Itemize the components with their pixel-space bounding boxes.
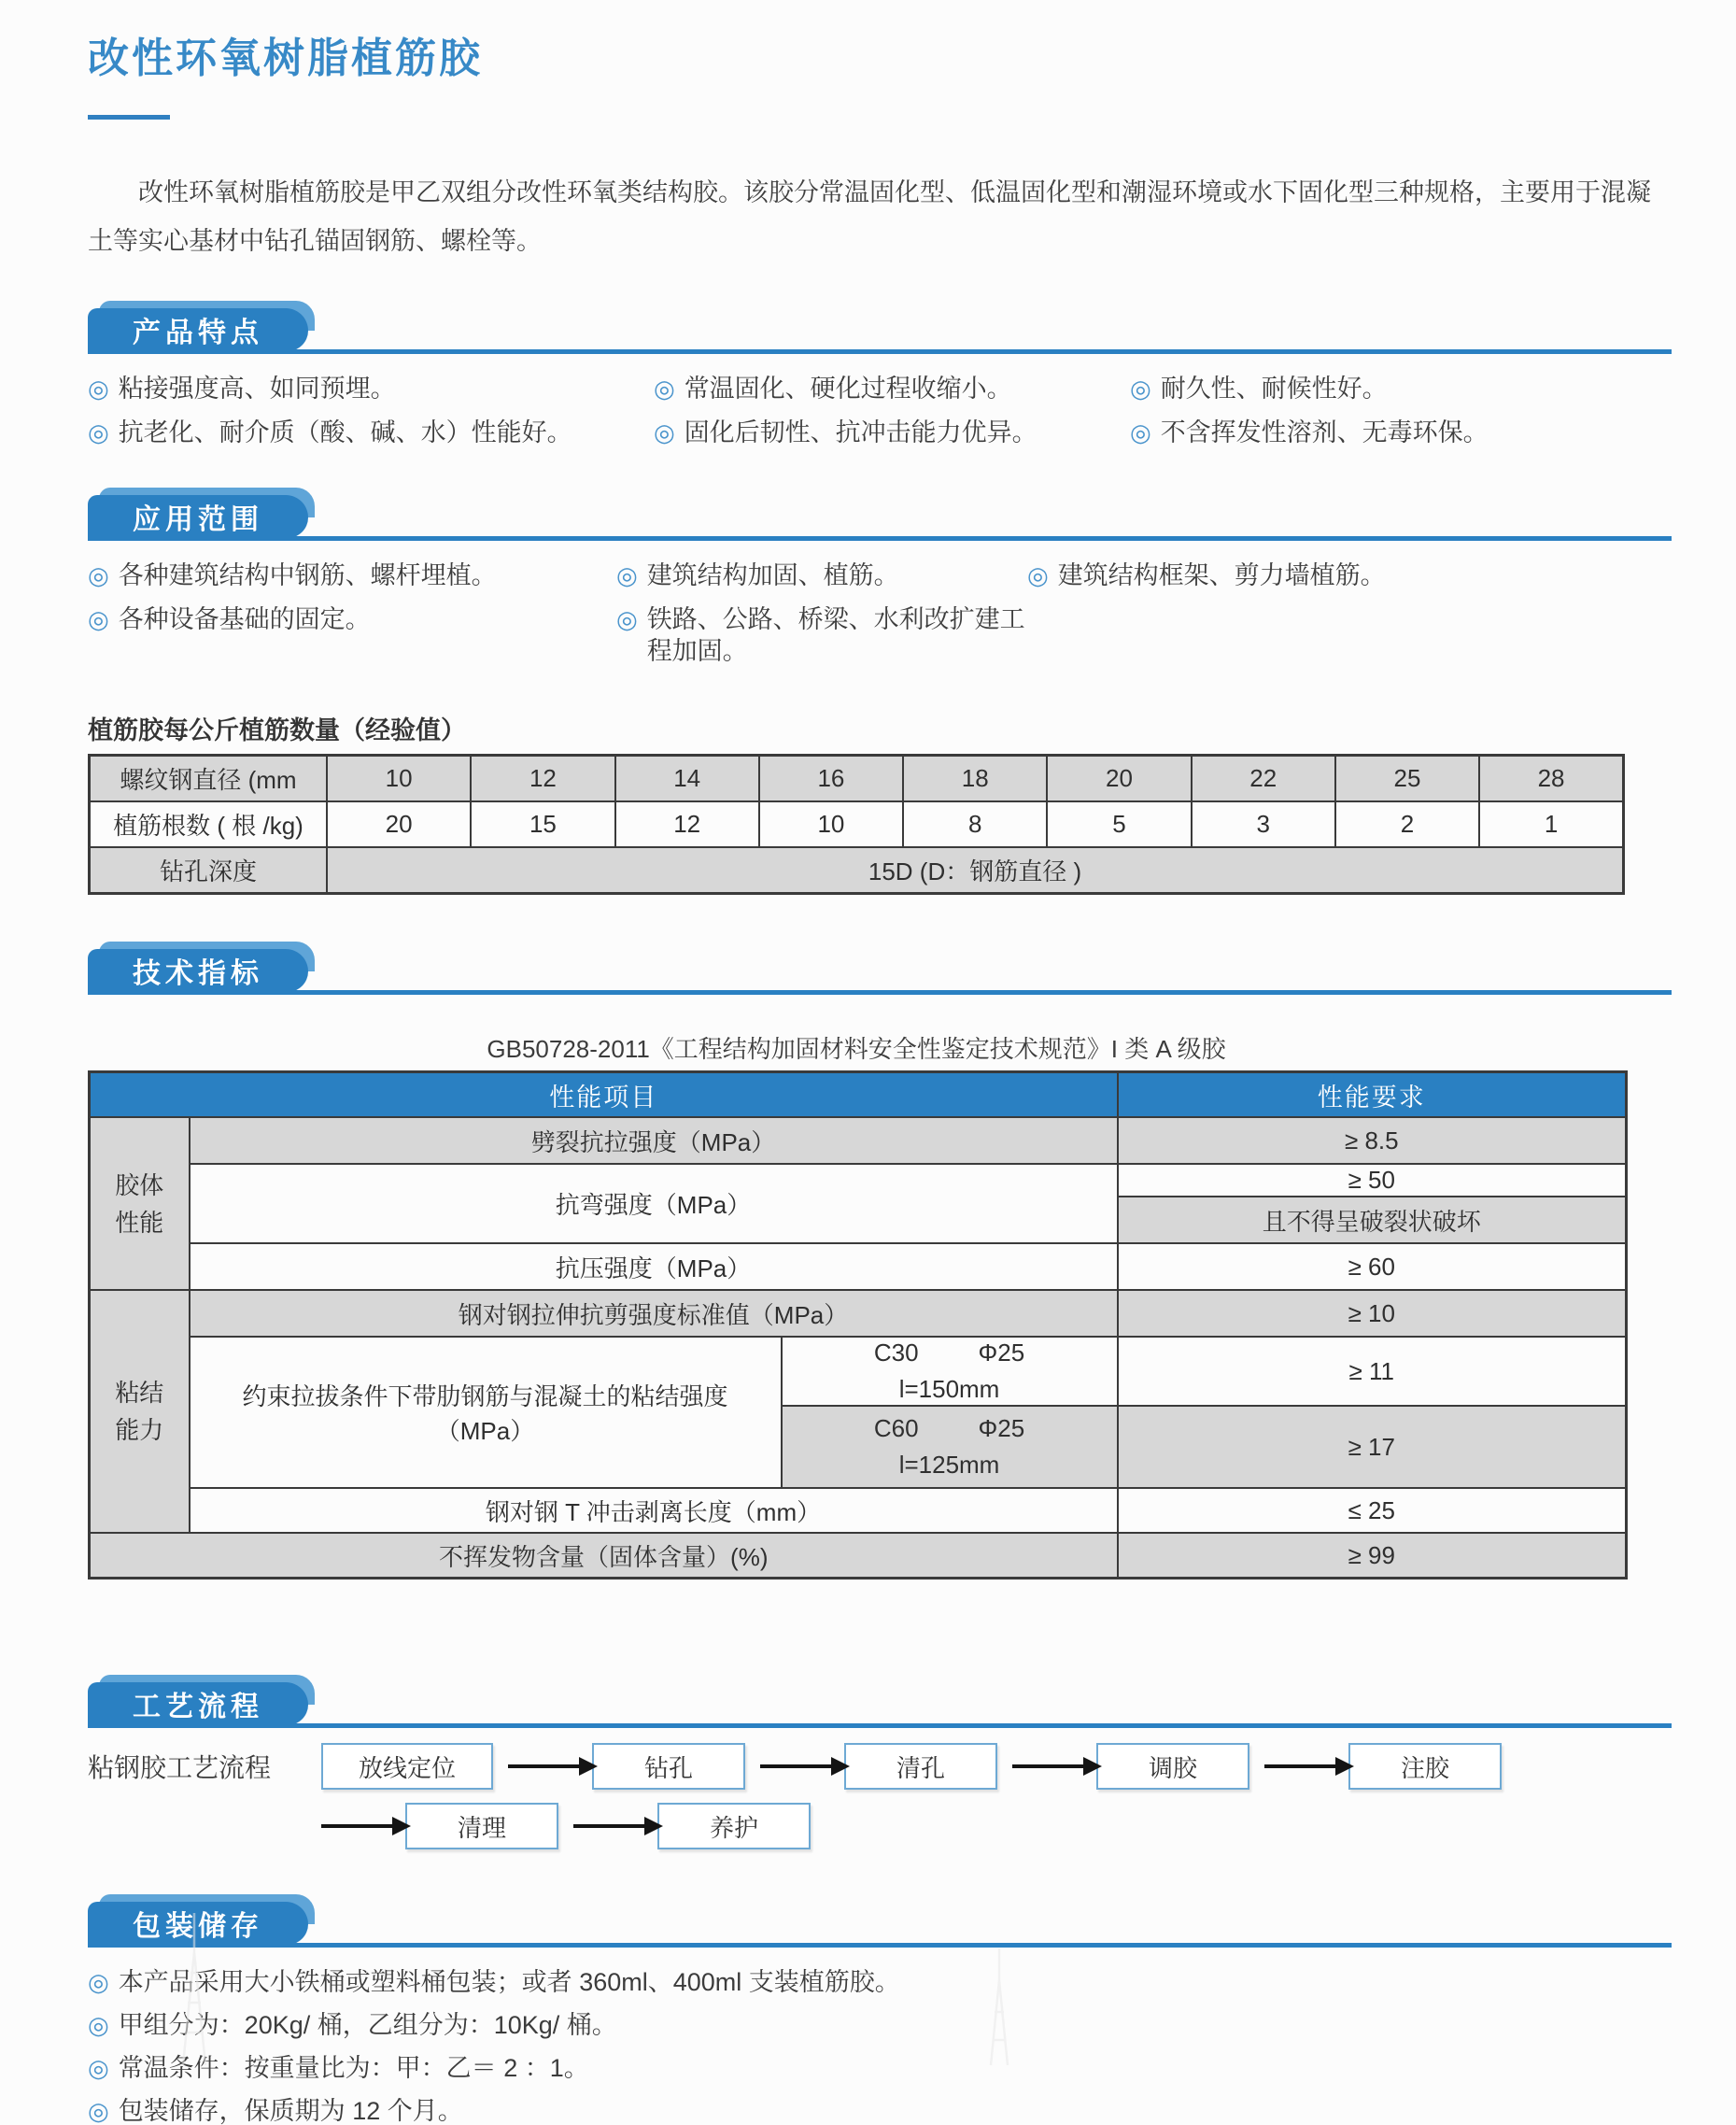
flow-arrow-icon <box>1264 1764 1335 1768</box>
property-line: 约束拉拔条件下带肋钢筋与混凝土的粘结强度 <box>242 1382 728 1410</box>
section-heading-tech: 技术指标 <box>88 949 308 992</box>
requirement-cell: ≥ 50 <box>1118 1164 1627 1197</box>
flow-step: 清孔 <box>844 1743 997 1790</box>
list-item <box>88 373 654 404</box>
list-item <box>88 1968 1672 1996</box>
feature-text: 抗老化、耐介质（酸、碱、水）性能好。 <box>118 418 572 446</box>
property-cell: 抗弯强度（MPa） <box>190 1164 1118 1243</box>
double-circle-bullet-icon: ◎ <box>88 375 109 403</box>
double-circle-bullet-icon: ◎ <box>88 418 109 446</box>
flow-row-2 <box>88 1803 1672 1849</box>
table-cell: 8 <box>903 801 1047 847</box>
section-heading-packaging: 包装储存 <box>88 1902 308 1945</box>
table-row <box>90 1243 1627 1290</box>
list-item <box>616 603 1027 667</box>
table-cell: 2 <box>1335 801 1479 847</box>
flow-arrow-icon <box>321 1824 392 1828</box>
condition-line: l=125mm <box>898 1451 1000 1479</box>
flow-arrow-icon <box>760 1764 831 1768</box>
intro-paragraph: 改性环氧树脂植筋胶是甲乙双组分改性环氧类结构胶。该胶分常温固化型、低温固化型和潮湿环境或水下固化型三种规格，主要用于混凝土等实心基材中钻孔锚固钢筋、螺栓等。 <box>88 178 1651 255</box>
application-text: 建筑结构框架、剪力墙植筋。 <box>1057 561 1386 589</box>
requirement-cell: ≥ 17 <box>1118 1406 1627 1488</box>
table-cell: 22 <box>1192 756 1335 802</box>
feature-text: 常温固化、硬化过程收缩小。 <box>684 375 1012 403</box>
feature-text: 不含挥发性溶剂、无毒环保。 <box>1160 418 1489 446</box>
packaging-text: 本产品采用大小铁桶或塑料桶包装；或者 360ml、400ml 支装植筋胶。 <box>118 1968 900 1996</box>
flow-step: 养护 <box>657 1803 811 1849</box>
requirement-cell: ≤ 25 <box>1118 1488 1627 1533</box>
property-cell: 钢对钢拉伸抗剪强度标准值（MPa） <box>190 1290 1118 1337</box>
table-cell: 14 <box>615 756 759 802</box>
flow-step: 钻孔 <box>592 1743 745 1790</box>
requirement-cell: 且不得呈破裂状破坏 <box>1118 1197 1627 1243</box>
row-header-cell: 植筋根数 ( 根 /kg) <box>90 801 328 847</box>
list-item <box>88 417 654 448</box>
table-cell: 20 <box>327 801 471 847</box>
double-circle-bullet-icon: ◎ <box>88 1968 109 1996</box>
condition-cell <box>782 1406 1118 1488</box>
property-cell: 不挥发物含量（固体含量）(%) <box>90 1533 1118 1579</box>
table-row <box>90 1164 1627 1197</box>
feature-text: 粘接强度高、如同预埋。 <box>118 375 396 403</box>
list-item <box>88 2011 1672 2039</box>
table-row <box>90 1488 1627 1533</box>
process-flowchart <box>88 1743 1672 1849</box>
double-circle-bullet-icon: ◎ <box>654 418 675 446</box>
property-line: （MPa） <box>435 1417 535 1445</box>
condition-line: C30 Φ25 <box>873 1339 1025 1367</box>
flow-arrow-icon <box>1012 1764 1083 1768</box>
flow-arrow-icon <box>508 1764 579 1768</box>
flow-step: 调胶 <box>1096 1743 1249 1790</box>
requirement-cell: ≥ 10 <box>1118 1290 1627 1337</box>
table-row <box>90 801 1624 847</box>
property-cell: 劈裂抗拉强度（MPa） <box>190 1117 1118 1164</box>
property-cell: 钢对钢 T 冲击剥离长度（mm） <box>190 1488 1118 1533</box>
double-circle-bullet-icon: ◎ <box>616 561 638 589</box>
feature-text: 固化后韧性、抗冲击能力优异。 <box>684 418 1037 446</box>
title-underline <box>88 115 170 120</box>
table-cell: 10 <box>759 801 903 847</box>
list-item <box>1130 373 1672 404</box>
condition-line: l=150mm <box>898 1375 1000 1403</box>
requirement-cell: ≥ 11 <box>1118 1337 1627 1406</box>
requirement-cell: ≥ 60 <box>1118 1243 1627 1290</box>
list-item <box>1130 417 1672 448</box>
section-heading-process: 工艺流程 <box>88 1682 308 1725</box>
double-circle-bullet-icon: ◎ <box>1130 375 1151 403</box>
list-item <box>88 560 616 591</box>
application-text: 各种设备基础的固定。 <box>118 605 371 633</box>
flow-arrow-icon <box>573 1824 644 1828</box>
requirement-cell: ≥ 8.5 <box>1118 1117 1627 1164</box>
rebar-quantity-table <box>88 754 1625 895</box>
double-circle-bullet-icon: ◎ <box>88 2054 109 2082</box>
packaging-text: 常温条件：按重量比为：甲：乙＝ 2 ：1。 <box>118 2054 589 2082</box>
double-circle-bullet-icon: ◎ <box>654 375 675 403</box>
list-item <box>1027 603 1672 667</box>
application-text: 建筑结构加固、植筋。 <box>646 561 899 589</box>
table-cell: 28 <box>1479 756 1623 802</box>
list-item <box>88 2054 1672 2082</box>
list-item <box>654 373 1130 404</box>
packaging-list <box>88 1968 1672 2125</box>
table-cell: 15D (D：钢筋直径 ) <box>327 847 1624 894</box>
condition-cell <box>782 1337 1118 1406</box>
table-cell: 10 <box>327 756 471 802</box>
flow-step: 注胶 <box>1348 1743 1502 1790</box>
requirement-cell: ≥ 99 <box>1118 1533 1627 1579</box>
double-circle-bullet-icon: ◎ <box>88 561 109 589</box>
table-cell: 16 <box>759 756 903 802</box>
section-features-divider <box>88 299 1672 354</box>
feature-text: 耐久性、耐候性好。 <box>1160 375 1388 403</box>
rebar-table-label: 植筋胶每公斤植筋数量（经验值） <box>88 716 466 744</box>
list-item <box>654 417 1130 448</box>
double-circle-bullet-icon: ◎ <box>88 605 109 633</box>
double-circle-bullet-icon: ◎ <box>88 2097 109 2125</box>
application-text: 各种建筑结构中钢筋、螺杆埋植。 <box>118 561 497 589</box>
section-heading-features: 产品特点 <box>88 308 308 351</box>
list-item <box>1027 560 1672 591</box>
table-header-row <box>90 1072 1627 1118</box>
flow-subtitle: 粘钢胶工艺流程 <box>88 1753 272 1782</box>
group-cell: 粘结能力 <box>90 1290 190 1533</box>
table-row <box>90 847 1624 894</box>
standard-note: GB50728-2011《工程结构加固材料安全性鉴定技术规范》I 类 A 级胶 <box>487 1035 1226 1063</box>
condition-line: C60 Φ25 <box>873 1414 1025 1442</box>
column-header-requirement: 性能要求 <box>1118 1072 1627 1118</box>
row-header-cell: 螺纹钢直径 (mm <box>90 756 328 802</box>
table-cell: 3 <box>1192 801 1335 847</box>
table-cell: 1 <box>1479 801 1623 847</box>
table-row <box>90 1337 1627 1406</box>
property-cell <box>190 1337 782 1488</box>
flow-step: 放线定位 <box>321 1743 493 1790</box>
application-text: 铁路、公路、桥梁、水利改扩建工程加固。 <box>646 605 1025 665</box>
row-header-cell: 钻孔深度 <box>90 847 328 894</box>
double-circle-bullet-icon: ◎ <box>1130 418 1151 446</box>
table-cell: 20 <box>1047 756 1191 802</box>
packaging-text: 包装储存，保质期为 12 个月。 <box>118 2097 463 2125</box>
table-row <box>90 756 1624 802</box>
group-cell: 胶体性能 <box>90 1117 190 1290</box>
list-item <box>616 560 1027 591</box>
double-circle-bullet-icon: ◎ <box>616 605 638 633</box>
property-cell: 抗压强度（MPa） <box>190 1243 1118 1290</box>
features-list <box>88 373 1672 448</box>
double-circle-bullet-icon: ◎ <box>88 2011 109 2039</box>
tech-spec-table <box>88 1070 1628 1580</box>
table-cell: 18 <box>903 756 1047 802</box>
table-cell: 12 <box>471 756 614 802</box>
column-header-item: 性能项目 <box>90 1072 1118 1118</box>
applications-list <box>88 560 1672 667</box>
section-applications-divider <box>88 486 1672 541</box>
table-cell: 25 <box>1335 756 1479 802</box>
table-cell: 15 <box>471 801 614 847</box>
section-tech-divider <box>88 940 1672 995</box>
table-cell: 5 <box>1047 801 1191 847</box>
flow-step: 清理 <box>405 1803 558 1849</box>
flow-row-1 <box>88 1743 1672 1790</box>
table-row <box>90 1117 1627 1164</box>
section-process-divider <box>88 1673 1672 1728</box>
page-title: 改性环氧树脂植筋胶 <box>88 35 483 81</box>
table-row <box>90 1533 1627 1579</box>
packaging-text: 甲组分为：20Kg/ 桶，乙组分为：10Kg/ 桶。 <box>118 2011 617 2039</box>
section-heading-applications: 应用范围 <box>88 495 308 538</box>
list-item <box>88 603 616 667</box>
list-item <box>88 2097 1672 2125</box>
double-circle-bullet-icon: ◎ <box>1027 561 1049 589</box>
table-row <box>90 1290 1627 1337</box>
table-cell: 12 <box>615 801 759 847</box>
section-packaging-divider <box>88 1892 1672 1948</box>
